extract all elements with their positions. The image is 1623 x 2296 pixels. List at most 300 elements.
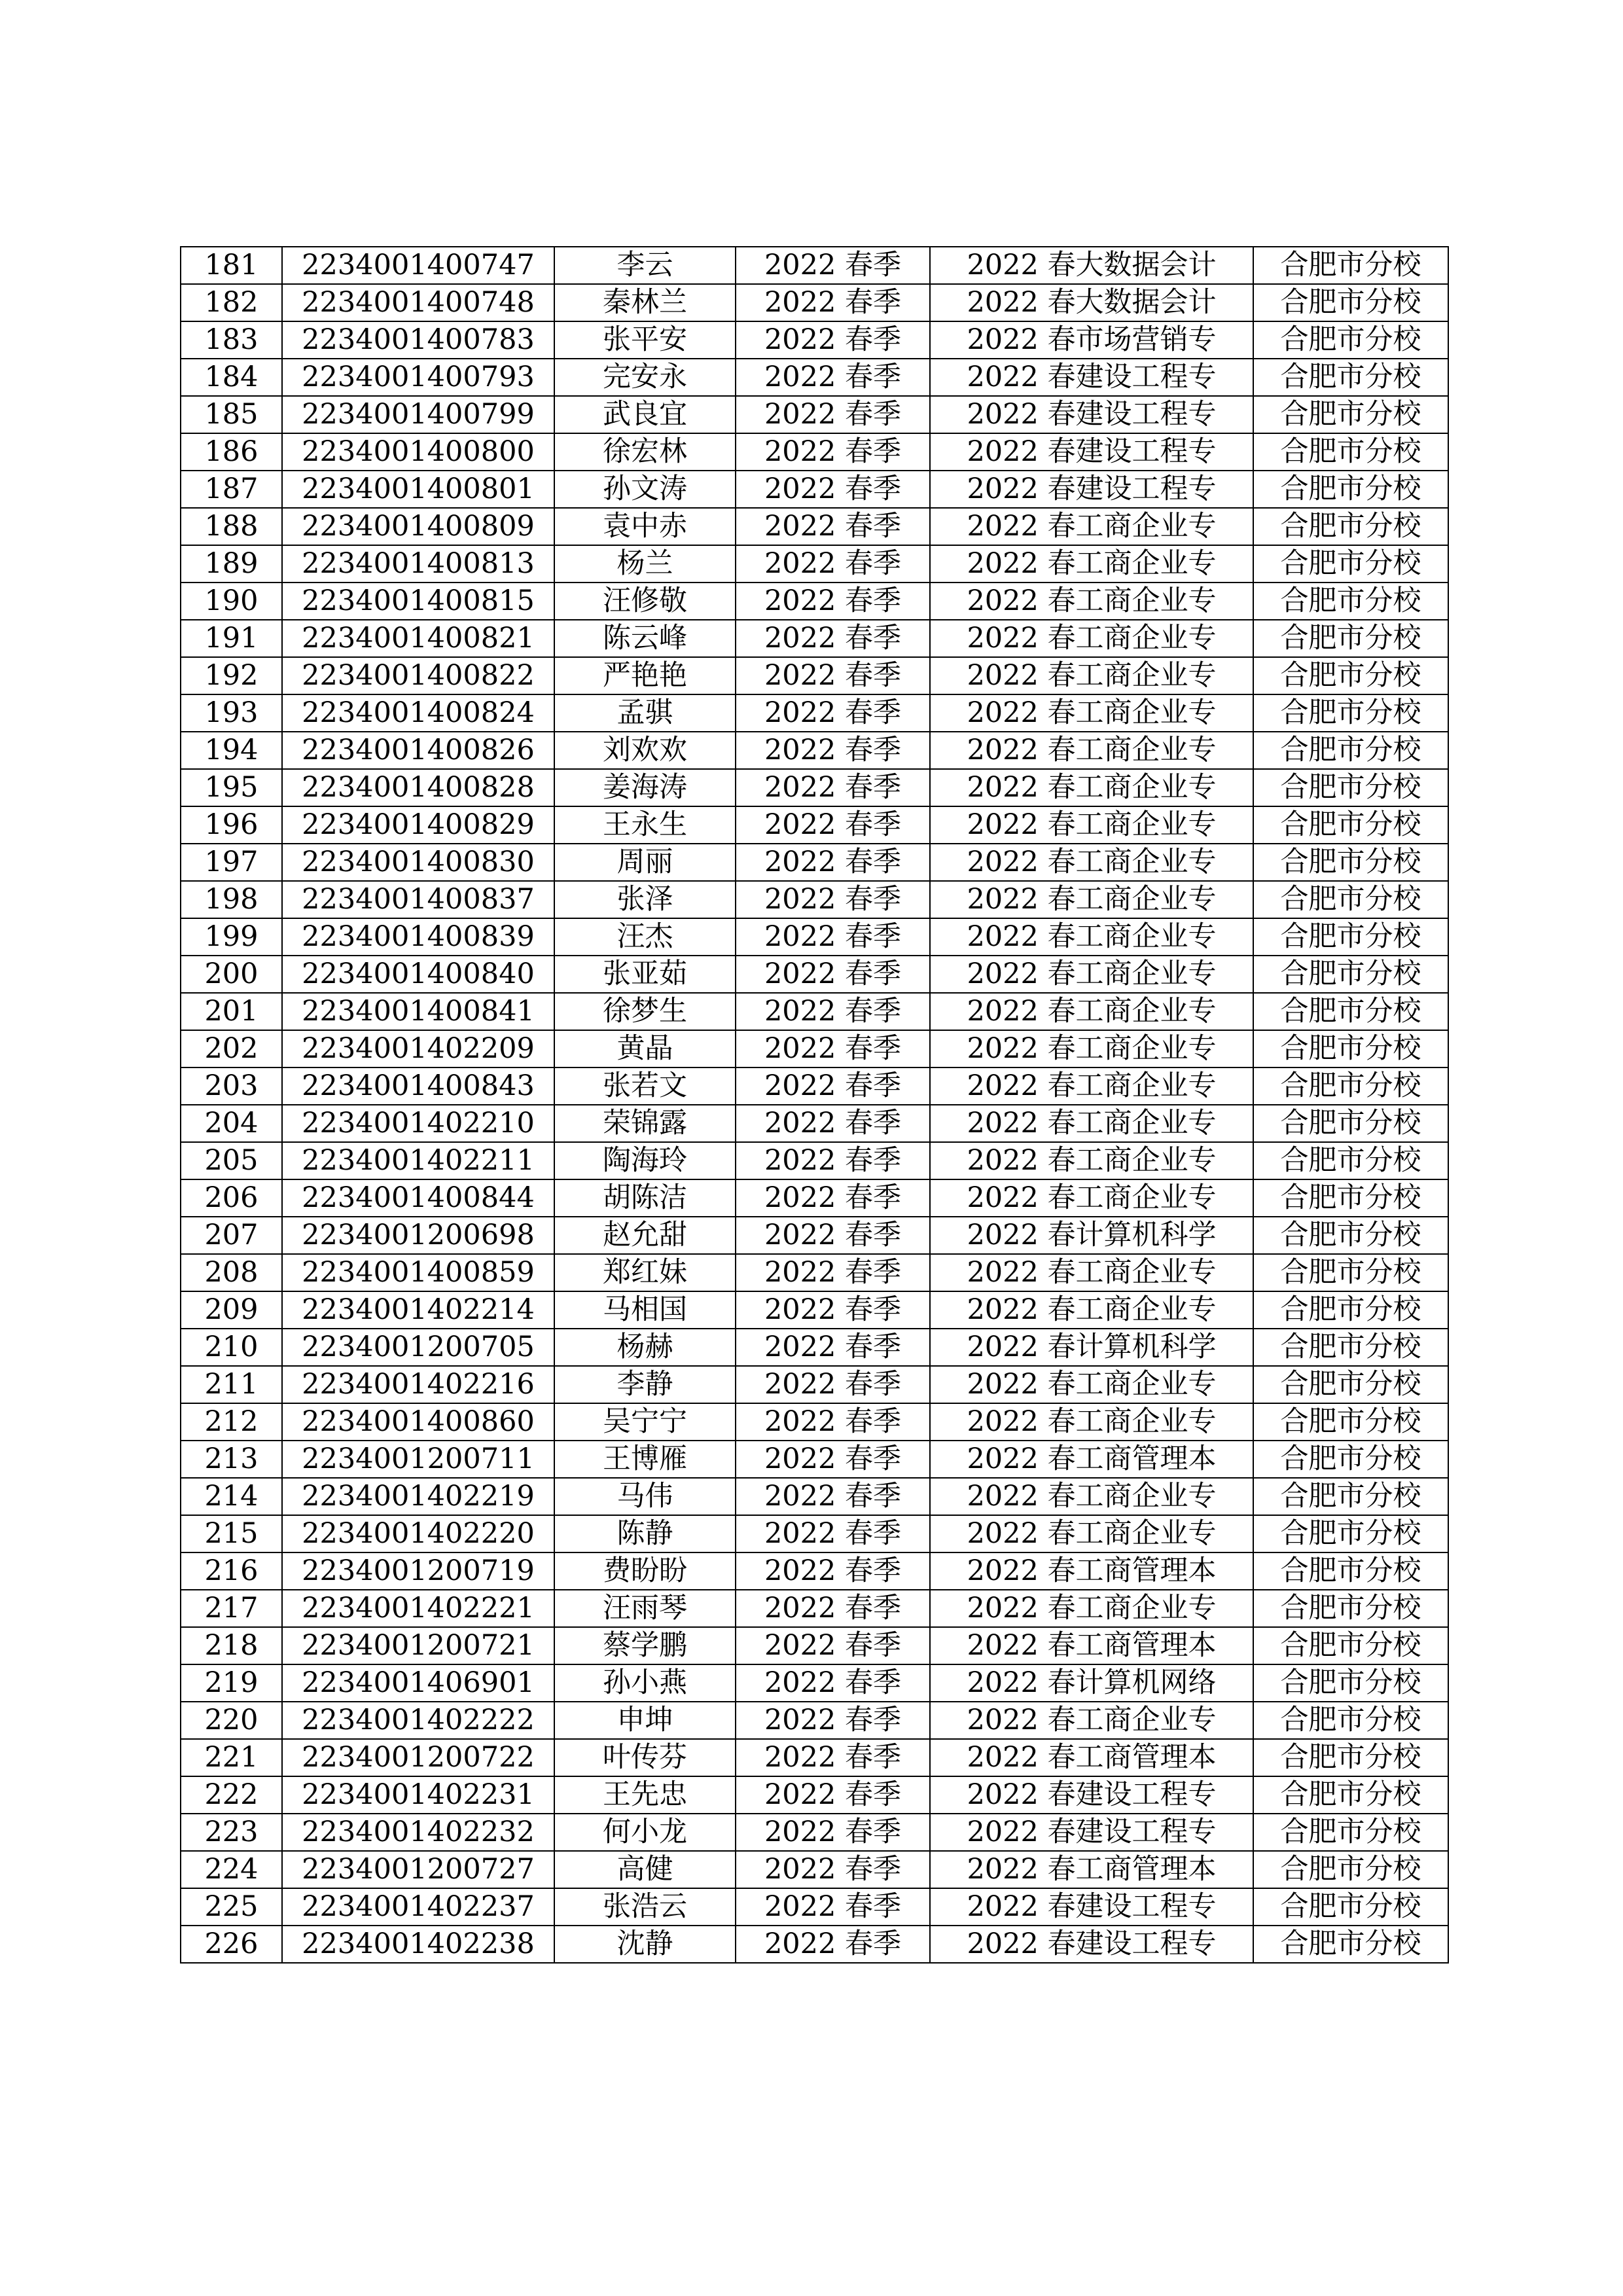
table-row bbox=[181, 620, 1448, 657]
table-row bbox=[181, 321, 1448, 359]
enrollment-term-cell: 2022 春季 bbox=[736, 583, 930, 620]
student-id-cell: 2234001400809 bbox=[282, 508, 554, 545]
row-index-cell: 184 bbox=[181, 359, 282, 396]
student-name-cell: 徐宏林 bbox=[554, 433, 736, 471]
enrollment-term-cell: 2022 春季 bbox=[736, 284, 930, 321]
class-name-cell: 2022 春工商企业专 bbox=[930, 1515, 1253, 1552]
table-row bbox=[181, 1179, 1448, 1217]
student-name-cell: 严艳艳 bbox=[554, 657, 736, 694]
student-name-cell: 汪杰 bbox=[554, 918, 736, 956]
branch-school-cell: 合肥市分校 bbox=[1253, 657, 1448, 694]
student-name-cell: 蔡学鹏 bbox=[554, 1627, 736, 1664]
enrollment-term-cell: 2022 春季 bbox=[736, 1739, 930, 1776]
class-name-cell: 2022 春建设工程专 bbox=[930, 359, 1253, 396]
student-name-cell: 张浩云 bbox=[554, 1888, 736, 1926]
class-name-cell: 2022 春建设工程专 bbox=[930, 1776, 1253, 1814]
enrollment-term-cell: 2022 春季 bbox=[736, 433, 930, 471]
student-id-cell: 2234001402238 bbox=[282, 1926, 554, 1963]
table-row bbox=[181, 1739, 1448, 1776]
row-index-cell: 188 bbox=[181, 508, 282, 545]
branch-school-cell: 合肥市分校 bbox=[1253, 1142, 1448, 1179]
table-row bbox=[181, 769, 1448, 806]
class-name-cell: 2022 春工商企业专 bbox=[930, 918, 1253, 956]
branch-school-cell: 合肥市分校 bbox=[1253, 1329, 1448, 1366]
branch-school-cell: 合肥市分校 bbox=[1253, 1403, 1448, 1441]
student-id-cell: 2234001402232 bbox=[282, 1814, 554, 1851]
roster-body bbox=[181, 247, 1448, 1963]
row-index-cell: 210 bbox=[181, 1329, 282, 1366]
table-row bbox=[181, 1291, 1448, 1329]
branch-school-cell: 合肥市分校 bbox=[1253, 993, 1448, 1030]
enrollment-term-cell: 2022 春季 bbox=[736, 545, 930, 583]
table-row bbox=[181, 1067, 1448, 1105]
student-name-cell: 秦林兰 bbox=[554, 284, 736, 321]
student-name-cell: 黄晶 bbox=[554, 1030, 736, 1067]
table-row bbox=[181, 993, 1448, 1030]
enrollment-term-cell: 2022 春季 bbox=[736, 1142, 930, 1179]
row-index-cell: 217 bbox=[181, 1590, 282, 1627]
student-id-cell: 2234001402237 bbox=[282, 1888, 554, 1926]
branch-school-cell: 合肥市分校 bbox=[1253, 956, 1448, 993]
student-name-cell: 汪修敬 bbox=[554, 583, 736, 620]
class-name-cell: 2022 春建设工程专 bbox=[930, 396, 1253, 433]
enrollment-term-cell: 2022 春季 bbox=[736, 1814, 930, 1851]
class-name-cell: 2022 春工商企业专 bbox=[930, 620, 1253, 657]
student-name-cell: 李云 bbox=[554, 247, 736, 284]
class-name-cell: 2022 春工商管理本 bbox=[930, 1441, 1253, 1478]
table-row bbox=[181, 1851, 1448, 1888]
student-id-cell: 2234001400839 bbox=[282, 918, 554, 956]
student-name-cell: 张泽 bbox=[554, 881, 736, 918]
table-row bbox=[181, 1776, 1448, 1814]
class-name-cell: 2022 春工商企业专 bbox=[930, 732, 1253, 769]
table-row bbox=[181, 1366, 1448, 1403]
student-id-cell: 2234001402222 bbox=[282, 1702, 554, 1739]
student-name-cell: 吴宁宁 bbox=[554, 1403, 736, 1441]
student-id-cell: 2234001402231 bbox=[282, 1776, 554, 1814]
branch-school-cell: 合肥市分校 bbox=[1253, 1291, 1448, 1329]
row-index-cell: 205 bbox=[181, 1142, 282, 1179]
branch-school-cell: 合肥市分校 bbox=[1253, 844, 1448, 881]
student-id-cell: 2234001400840 bbox=[282, 956, 554, 993]
table-row bbox=[181, 732, 1448, 769]
row-index-cell: 220 bbox=[181, 1702, 282, 1739]
class-name-cell: 2022 春工商企业专 bbox=[930, 694, 1253, 732]
class-name-cell: 2022 春计算机科学 bbox=[930, 1217, 1253, 1254]
student-name-cell: 费盼盼 bbox=[554, 1552, 736, 1590]
class-name-cell: 2022 春工商企业专 bbox=[930, 1105, 1253, 1142]
student-name-cell: 张亚茹 bbox=[554, 956, 736, 993]
student-id-cell: 2234001200722 bbox=[282, 1739, 554, 1776]
row-index-cell: 222 bbox=[181, 1776, 282, 1814]
table-row bbox=[181, 583, 1448, 620]
student-id-cell: 2234001200705 bbox=[282, 1329, 554, 1366]
enrollment-term-cell: 2022 春季 bbox=[736, 918, 930, 956]
branch-school-cell: 合肥市分校 bbox=[1253, 1590, 1448, 1627]
enrollment-term-cell: 2022 春季 bbox=[736, 1217, 930, 1254]
row-index-cell: 216 bbox=[181, 1552, 282, 1590]
table-row bbox=[181, 1030, 1448, 1067]
enrollment-term-cell: 2022 春季 bbox=[736, 1329, 930, 1366]
enrollment-term-cell: 2022 春季 bbox=[736, 1552, 930, 1590]
student-name-cell: 胡陈洁 bbox=[554, 1179, 736, 1217]
row-index-cell: 201 bbox=[181, 993, 282, 1030]
class-name-cell: 2022 春工商企业专 bbox=[930, 769, 1253, 806]
enrollment-term-cell: 2022 春季 bbox=[736, 1590, 930, 1627]
branch-school-cell: 合肥市分校 bbox=[1253, 508, 1448, 545]
student-roster-table bbox=[180, 246, 1449, 1964]
student-name-cell: 李静 bbox=[554, 1366, 736, 1403]
class-name-cell: 2022 春工商企业专 bbox=[930, 956, 1253, 993]
student-name-cell: 申坤 bbox=[554, 1702, 736, 1739]
student-id-cell: 2234001400800 bbox=[282, 433, 554, 471]
class-name-cell: 2022 春工商企业专 bbox=[930, 545, 1253, 583]
student-id-cell: 2234001400747 bbox=[282, 247, 554, 284]
student-name-cell: 沈静 bbox=[554, 1926, 736, 1963]
class-name-cell: 2022 春工商管理本 bbox=[930, 1739, 1253, 1776]
student-name-cell: 孙文涛 bbox=[554, 471, 736, 508]
row-index-cell: 199 bbox=[181, 918, 282, 956]
table-row bbox=[181, 1329, 1448, 1366]
student-id-cell: 2234001400837 bbox=[282, 881, 554, 918]
class-name-cell: 2022 春工商企业专 bbox=[930, 1403, 1253, 1441]
enrollment-term-cell: 2022 春季 bbox=[736, 657, 930, 694]
branch-school-cell: 合肥市分校 bbox=[1253, 1776, 1448, 1814]
student-id-cell: 2234001400801 bbox=[282, 471, 554, 508]
enrollment-term-cell: 2022 春季 bbox=[736, 806, 930, 844]
row-index-cell: 215 bbox=[181, 1515, 282, 1552]
row-index-cell: 194 bbox=[181, 732, 282, 769]
student-id-cell: 2234001402210 bbox=[282, 1105, 554, 1142]
table-row bbox=[181, 1142, 1448, 1179]
roster-sheet bbox=[180, 246, 1448, 1964]
student-id-cell: 2234001400824 bbox=[282, 694, 554, 732]
class-name-cell: 2022 春建设工程专 bbox=[930, 1926, 1253, 1963]
class-name-cell: 2022 春工商企业专 bbox=[930, 1478, 1253, 1515]
table-row bbox=[181, 844, 1448, 881]
row-index-cell: 214 bbox=[181, 1478, 282, 1515]
student-name-cell: 陶海玲 bbox=[554, 1142, 736, 1179]
class-name-cell: 2022 春工商企业专 bbox=[930, 1702, 1253, 1739]
branch-school-cell: 合肥市分校 bbox=[1253, 433, 1448, 471]
enrollment-term-cell: 2022 春季 bbox=[736, 1105, 930, 1142]
row-index-cell: 203 bbox=[181, 1067, 282, 1105]
branch-school-cell: 合肥市分校 bbox=[1253, 1254, 1448, 1291]
enrollment-term-cell: 2022 春季 bbox=[736, 1664, 930, 1702]
row-index-cell: 186 bbox=[181, 433, 282, 471]
row-index-cell: 183 bbox=[181, 321, 282, 359]
student-id-cell: 2234001200727 bbox=[282, 1851, 554, 1888]
branch-school-cell: 合肥市分校 bbox=[1253, 1851, 1448, 1888]
student-id-cell: 2234001200698 bbox=[282, 1217, 554, 1254]
row-index-cell: 226 bbox=[181, 1926, 282, 1963]
student-name-cell: 杨赫 bbox=[554, 1329, 736, 1366]
student-id-cell: 2234001400829 bbox=[282, 806, 554, 844]
class-name-cell: 2022 春建设工程专 bbox=[930, 433, 1253, 471]
enrollment-term-cell: 2022 春季 bbox=[736, 1888, 930, 1926]
student-name-cell: 郑红妹 bbox=[554, 1254, 736, 1291]
enrollment-term-cell: 2022 春季 bbox=[736, 359, 930, 396]
branch-school-cell: 合肥市分校 bbox=[1253, 694, 1448, 732]
branch-school-cell: 合肥市分校 bbox=[1253, 1664, 1448, 1702]
student-name-cell: 张若文 bbox=[554, 1067, 736, 1105]
branch-school-cell: 合肥市分校 bbox=[1253, 1105, 1448, 1142]
branch-school-cell: 合肥市分校 bbox=[1253, 1030, 1448, 1067]
table-row bbox=[181, 1217, 1448, 1254]
row-index-cell: 182 bbox=[181, 284, 282, 321]
branch-school-cell: 合肥市分校 bbox=[1253, 806, 1448, 844]
student-id-cell: 2234001400822 bbox=[282, 657, 554, 694]
student-name-cell: 何小龙 bbox=[554, 1814, 736, 1851]
student-id-cell: 2234001402211 bbox=[282, 1142, 554, 1179]
enrollment-term-cell: 2022 春季 bbox=[736, 1926, 930, 1963]
enrollment-term-cell: 2022 春季 bbox=[736, 1403, 930, 1441]
student-id-cell: 2234001400841 bbox=[282, 993, 554, 1030]
class-name-cell: 2022 春大数据会计 bbox=[930, 247, 1253, 284]
branch-school-cell: 合肥市分校 bbox=[1253, 1814, 1448, 1851]
student-name-cell: 孟骐 bbox=[554, 694, 736, 732]
student-id-cell: 2234001400748 bbox=[282, 284, 554, 321]
branch-school-cell: 合肥市分校 bbox=[1253, 583, 1448, 620]
class-name-cell: 2022 春工商企业专 bbox=[930, 806, 1253, 844]
class-name-cell: 2022 春工商企业专 bbox=[930, 1254, 1253, 1291]
class-name-cell: 2022 春工商企业专 bbox=[930, 508, 1253, 545]
branch-school-cell: 合肥市分校 bbox=[1253, 359, 1448, 396]
row-index-cell: 211 bbox=[181, 1366, 282, 1403]
enrollment-term-cell: 2022 春季 bbox=[736, 1067, 930, 1105]
student-name-cell: 汪雨琴 bbox=[554, 1590, 736, 1627]
table-row bbox=[181, 471, 1448, 508]
table-row bbox=[181, 657, 1448, 694]
table-row bbox=[181, 508, 1448, 545]
enrollment-term-cell: 2022 春季 bbox=[736, 396, 930, 433]
class-name-cell: 2022 春工商企业专 bbox=[930, 1590, 1253, 1627]
branch-school-cell: 合肥市分校 bbox=[1253, 1366, 1448, 1403]
branch-school-cell: 合肥市分校 bbox=[1253, 247, 1448, 284]
branch-school-cell: 合肥市分校 bbox=[1253, 1217, 1448, 1254]
table-row bbox=[181, 918, 1448, 956]
class-name-cell: 2022 春工商管理本 bbox=[930, 1627, 1253, 1664]
student-name-cell: 孙小燕 bbox=[554, 1664, 736, 1702]
branch-school-cell: 合肥市分校 bbox=[1253, 1441, 1448, 1478]
row-index-cell: 206 bbox=[181, 1179, 282, 1217]
branch-school-cell: 合肥市分校 bbox=[1253, 1888, 1448, 1926]
row-index-cell: 193 bbox=[181, 694, 282, 732]
class-name-cell: 2022 春工商企业专 bbox=[930, 1030, 1253, 1067]
student-name-cell: 刘欢欢 bbox=[554, 732, 736, 769]
table-row bbox=[181, 1664, 1448, 1702]
table-row bbox=[181, 1403, 1448, 1441]
enrollment-term-cell: 2022 春季 bbox=[736, 1776, 930, 1814]
table-row bbox=[181, 284, 1448, 321]
enrollment-term-cell: 2022 春季 bbox=[736, 1627, 930, 1664]
table-row bbox=[181, 359, 1448, 396]
table-row bbox=[181, 806, 1448, 844]
enrollment-term-cell: 2022 春季 bbox=[736, 1702, 930, 1739]
student-id-cell: 2234001200719 bbox=[282, 1552, 554, 1590]
enrollment-term-cell: 2022 春季 bbox=[736, 247, 930, 284]
branch-school-cell: 合肥市分校 bbox=[1253, 918, 1448, 956]
student-name-cell: 武良宜 bbox=[554, 396, 736, 433]
table-row bbox=[181, 1888, 1448, 1926]
class-name-cell: 2022 春计算机网络 bbox=[930, 1664, 1253, 1702]
student-id-cell: 2234001400826 bbox=[282, 732, 554, 769]
student-id-cell: 2234001400783 bbox=[282, 321, 554, 359]
class-name-cell: 2022 春建设工程专 bbox=[930, 1888, 1253, 1926]
class-name-cell: 2022 春市场营销专 bbox=[930, 321, 1253, 359]
row-index-cell: 192 bbox=[181, 657, 282, 694]
row-index-cell: 223 bbox=[181, 1814, 282, 1851]
row-index-cell: 218 bbox=[181, 1627, 282, 1664]
class-name-cell: 2022 春工商企业专 bbox=[930, 993, 1253, 1030]
enrollment-term-cell: 2022 春季 bbox=[736, 1478, 930, 1515]
student-id-cell: 2234001400843 bbox=[282, 1067, 554, 1105]
class-name-cell: 2022 春计算机科学 bbox=[930, 1329, 1253, 1366]
enrollment-term-cell: 2022 春季 bbox=[736, 471, 930, 508]
table-row bbox=[181, 1515, 1448, 1552]
student-name-cell: 高健 bbox=[554, 1851, 736, 1888]
row-index-cell: 212 bbox=[181, 1403, 282, 1441]
student-name-cell: 周丽 bbox=[554, 844, 736, 881]
table-row bbox=[181, 1627, 1448, 1664]
table-row bbox=[181, 1702, 1448, 1739]
student-name-cell: 姜海涛 bbox=[554, 769, 736, 806]
row-index-cell: 204 bbox=[181, 1105, 282, 1142]
student-name-cell: 陈云峰 bbox=[554, 620, 736, 657]
class-name-cell: 2022 春工商管理本 bbox=[930, 1851, 1253, 1888]
student-id-cell: 2234001400799 bbox=[282, 396, 554, 433]
student-id-cell: 2234001400821 bbox=[282, 620, 554, 657]
enrollment-term-cell: 2022 春季 bbox=[736, 620, 930, 657]
enrollment-term-cell: 2022 春季 bbox=[736, 321, 930, 359]
table-row bbox=[181, 881, 1448, 918]
student-id-cell: 2234001400830 bbox=[282, 844, 554, 881]
student-id-cell: 2234001402209 bbox=[282, 1030, 554, 1067]
branch-school-cell: 合肥市分校 bbox=[1253, 284, 1448, 321]
row-index-cell: 219 bbox=[181, 1664, 282, 1702]
table-row bbox=[181, 1254, 1448, 1291]
row-index-cell: 213 bbox=[181, 1441, 282, 1478]
row-index-cell: 197 bbox=[181, 844, 282, 881]
table-row bbox=[181, 1590, 1448, 1627]
branch-school-cell: 合肥市分校 bbox=[1253, 321, 1448, 359]
table-row bbox=[181, 694, 1448, 732]
student-id-cell: 2234001400828 bbox=[282, 769, 554, 806]
row-index-cell: 198 bbox=[181, 881, 282, 918]
row-index-cell: 200 bbox=[181, 956, 282, 993]
student-id-cell: 2234001402216 bbox=[282, 1366, 554, 1403]
enrollment-term-cell: 2022 春季 bbox=[736, 769, 930, 806]
branch-school-cell: 合肥市分校 bbox=[1253, 1515, 1448, 1552]
student-id-cell: 2234001200721 bbox=[282, 1627, 554, 1664]
student-name-cell: 王先忠 bbox=[554, 1776, 736, 1814]
student-id-cell: 2234001400813 bbox=[282, 545, 554, 583]
student-id-cell: 2234001400815 bbox=[282, 583, 554, 620]
student-name-cell: 王永生 bbox=[554, 806, 736, 844]
row-index-cell: 225 bbox=[181, 1888, 282, 1926]
table-row bbox=[181, 1926, 1448, 1963]
table-row bbox=[181, 545, 1448, 583]
student-name-cell: 赵允甜 bbox=[554, 1217, 736, 1254]
student-name-cell: 徐梦生 bbox=[554, 993, 736, 1030]
branch-school-cell: 合肥市分校 bbox=[1253, 1478, 1448, 1515]
enrollment-term-cell: 2022 春季 bbox=[736, 881, 930, 918]
student-name-cell: 完安永 bbox=[554, 359, 736, 396]
student-name-cell: 叶传芬 bbox=[554, 1739, 736, 1776]
branch-school-cell: 合肥市分校 bbox=[1253, 1702, 1448, 1739]
enrollment-term-cell: 2022 春季 bbox=[736, 508, 930, 545]
class-name-cell: 2022 春工商企业专 bbox=[930, 1291, 1253, 1329]
table-row bbox=[181, 1105, 1448, 1142]
branch-school-cell: 合肥市分校 bbox=[1253, 396, 1448, 433]
class-name-cell: 2022 春工商企业专 bbox=[930, 1142, 1253, 1179]
class-name-cell: 2022 春大数据会计 bbox=[930, 284, 1253, 321]
branch-school-cell: 合肥市分校 bbox=[1253, 620, 1448, 657]
student-id-cell: 2234001200711 bbox=[282, 1441, 554, 1478]
table-row bbox=[181, 247, 1448, 284]
student-id-cell: 2234001406901 bbox=[282, 1664, 554, 1702]
table-row bbox=[181, 396, 1448, 433]
enrollment-term-cell: 2022 春季 bbox=[736, 1851, 930, 1888]
enrollment-term-cell: 2022 春季 bbox=[736, 732, 930, 769]
row-index-cell: 190 bbox=[181, 583, 282, 620]
branch-school-cell: 合肥市分校 bbox=[1253, 881, 1448, 918]
class-name-cell: 2022 春工商企业专 bbox=[930, 1366, 1253, 1403]
table-row bbox=[181, 1552, 1448, 1590]
row-index-cell: 181 bbox=[181, 247, 282, 284]
student-name-cell: 杨兰 bbox=[554, 545, 736, 583]
row-index-cell: 208 bbox=[181, 1254, 282, 1291]
student-name-cell: 荣锦露 bbox=[554, 1105, 736, 1142]
student-id-cell: 2234001402219 bbox=[282, 1478, 554, 1515]
enrollment-term-cell: 2022 春季 bbox=[736, 1030, 930, 1067]
row-index-cell: 185 bbox=[181, 396, 282, 433]
row-index-cell: 202 bbox=[181, 1030, 282, 1067]
branch-school-cell: 合肥市分校 bbox=[1253, 1627, 1448, 1664]
enrollment-term-cell: 2022 春季 bbox=[736, 1179, 930, 1217]
class-name-cell: 2022 春工商管理本 bbox=[930, 1552, 1253, 1590]
student-name-cell: 袁中赤 bbox=[554, 508, 736, 545]
row-index-cell: 221 bbox=[181, 1739, 282, 1776]
enrollment-term-cell: 2022 春季 bbox=[736, 1366, 930, 1403]
class-name-cell: 2022 春建设工程专 bbox=[930, 1814, 1253, 1851]
table-row bbox=[181, 956, 1448, 993]
enrollment-term-cell: 2022 春季 bbox=[736, 844, 930, 881]
branch-school-cell: 合肥市分校 bbox=[1253, 1552, 1448, 1590]
branch-school-cell: 合肥市分校 bbox=[1253, 1926, 1448, 1963]
enrollment-term-cell: 2022 春季 bbox=[736, 1291, 930, 1329]
enrollment-term-cell: 2022 春季 bbox=[736, 1515, 930, 1552]
enrollment-term-cell: 2022 春季 bbox=[736, 1254, 930, 1291]
student-name-cell: 马相国 bbox=[554, 1291, 736, 1329]
class-name-cell: 2022 春工商企业专 bbox=[930, 1067, 1253, 1105]
student-id-cell: 2234001402221 bbox=[282, 1590, 554, 1627]
branch-school-cell: 合肥市分校 bbox=[1253, 1179, 1448, 1217]
student-name-cell: 王博雁 bbox=[554, 1441, 736, 1478]
table-row bbox=[181, 1814, 1448, 1851]
enrollment-term-cell: 2022 春季 bbox=[736, 694, 930, 732]
branch-school-cell: 合肥市分校 bbox=[1253, 732, 1448, 769]
row-index-cell: 195 bbox=[181, 769, 282, 806]
row-index-cell: 191 bbox=[181, 620, 282, 657]
class-name-cell: 2022 春工商企业专 bbox=[930, 657, 1253, 694]
branch-school-cell: 合肥市分校 bbox=[1253, 545, 1448, 583]
row-index-cell: 209 bbox=[181, 1291, 282, 1329]
branch-school-cell: 合肥市分校 bbox=[1253, 1067, 1448, 1105]
student-name-cell: 张平安 bbox=[554, 321, 736, 359]
table-row bbox=[181, 433, 1448, 471]
row-index-cell: 207 bbox=[181, 1217, 282, 1254]
